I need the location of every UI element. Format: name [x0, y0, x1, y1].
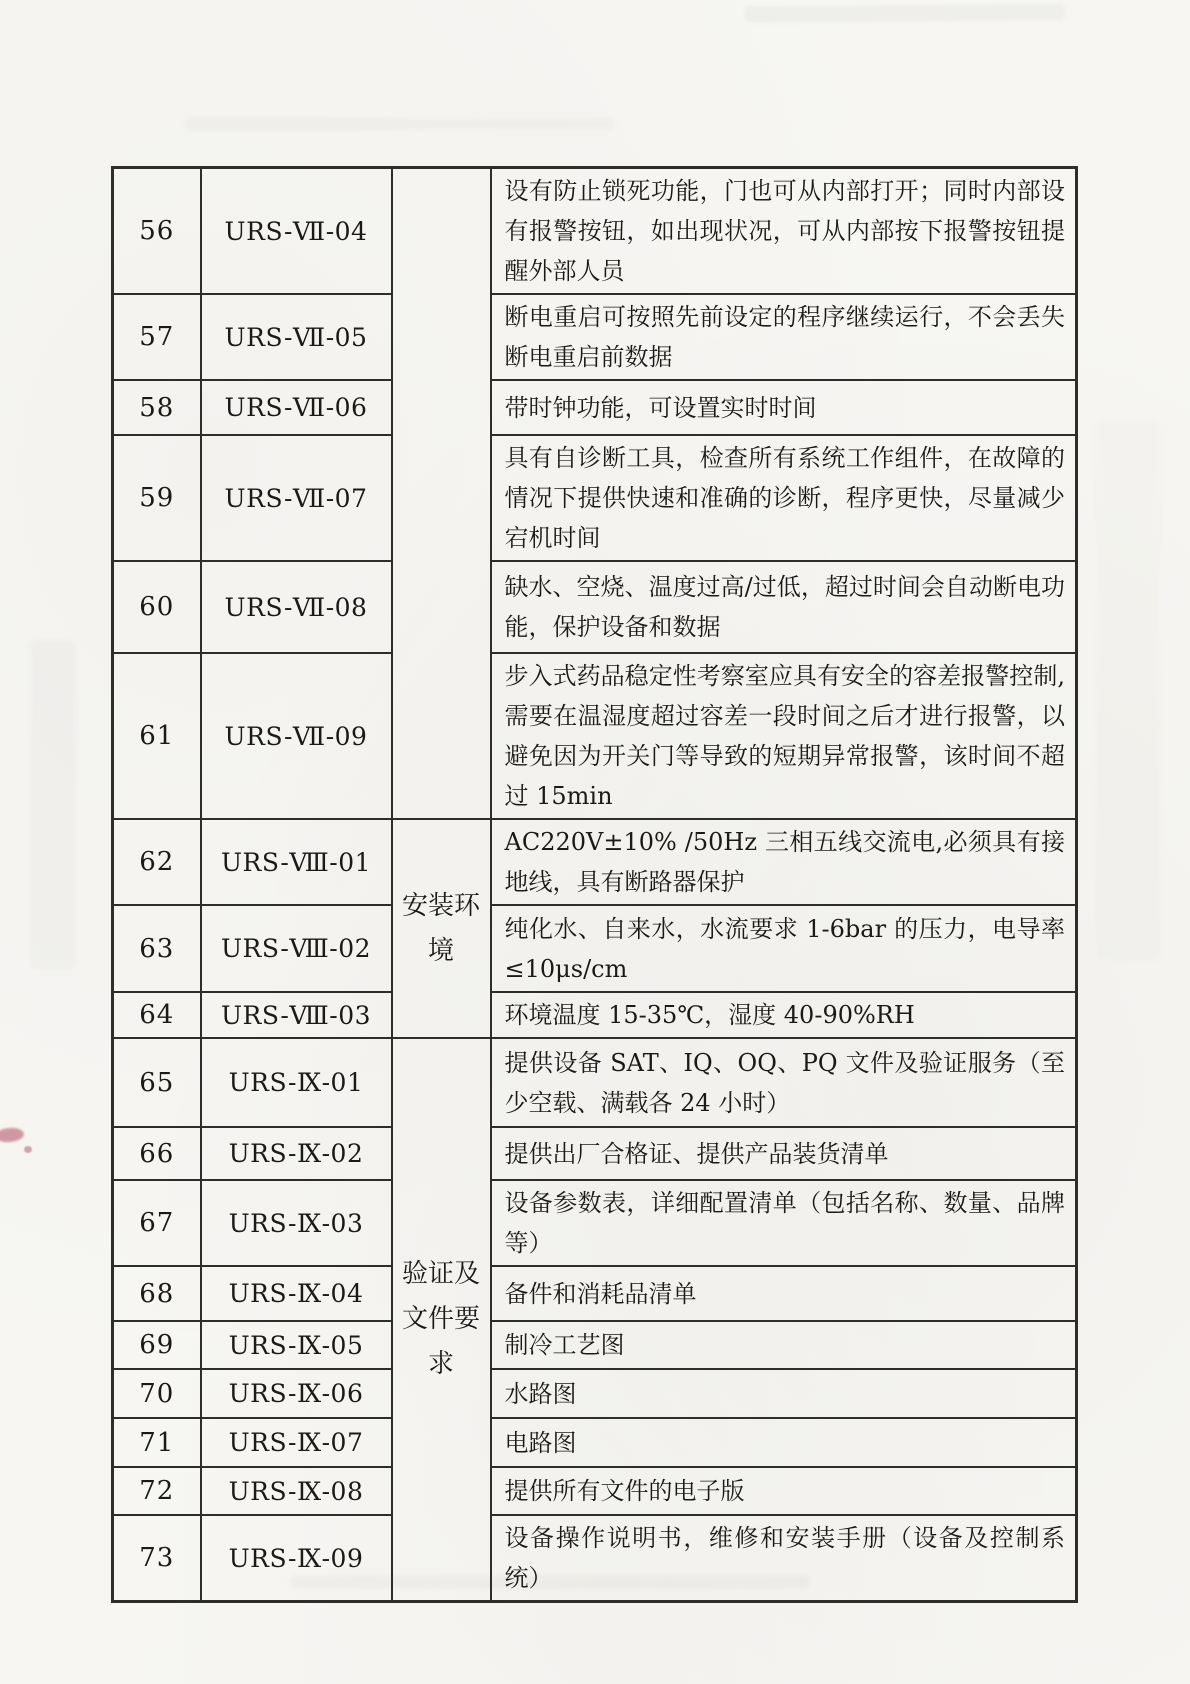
table-row — [113, 1180, 1077, 1266]
urs-code-cell: URS-Ⅶ-08 — [201, 561, 392, 653]
scan-smudge — [185, 118, 615, 130]
red-ink-mark — [0, 1127, 25, 1144]
urs-code-cell: URS-Ⅶ-06 — [201, 380, 392, 435]
table-row — [113, 1418, 1077, 1467]
urs-code-cell: URS-Ⅶ-07 — [201, 435, 392, 561]
table-row — [113, 819, 1077, 905]
category-cell — [392, 168, 491, 820]
table-row — [113, 992, 1077, 1038]
description-cell: 环境温度 15-35℃，湿度 40-90%RH — [491, 992, 1077, 1038]
row-number-cell: 57 — [113, 294, 201, 380]
urs-code-cell: URS-Ⅷ-03 — [201, 992, 392, 1038]
table-row — [113, 653, 1077, 819]
scan-smudge — [1096, 420, 1160, 960]
row-number-cell: 64 — [113, 992, 201, 1038]
scan-smudge — [745, 4, 1065, 22]
urs-code-cell: URS-Ⅸ-03 — [201, 1180, 392, 1266]
urs-requirements-table — [111, 166, 1078, 1603]
row-number-cell: 66 — [113, 1127, 201, 1180]
row-number-cell: 73 — [113, 1515, 201, 1602]
urs-code-cell: URS-Ⅸ-08 — [201, 1467, 392, 1515]
description-cell: 步入式药品稳定性考察室应具有安全的容差报警控制,需要在温湿度超过容差一段时间之后才进行报警，以避免因为开关门等导致的短期异常报警，该时间不超过 15min — [491, 653, 1077, 819]
scan-smudge — [30, 640, 76, 970]
row-number-cell: 60 — [113, 561, 201, 653]
description-cell: 备件和消耗品清单 — [491, 1266, 1077, 1321]
category-cell: 验证及文件要求 — [392, 1038, 491, 1602]
description-cell: 电路图 — [491, 1418, 1077, 1467]
description-cell: 具有自诊断工具，检查所有系统工作组件，在故障的情况下提供快速和准确的诊断，程序更快，尽量减少宕机时间 — [491, 435, 1077, 561]
row-number-cell: 58 — [113, 380, 201, 435]
description-cell: AC220V±10% /50Hz 三相五线交流电,必须具有接地线，具有断路器保护 — [491, 819, 1077, 905]
description-cell: 设备参数表，详细配置清单（包括名称、数量、品牌等） — [491, 1180, 1077, 1266]
urs-code-cell: URS-Ⅸ-06 — [201, 1369, 392, 1418]
urs-code-cell: URS-Ⅶ-09 — [201, 653, 392, 819]
table-row — [113, 294, 1077, 380]
row-number-cell: 62 — [113, 819, 201, 905]
description-cell: 设备操作说明书，维修和安装手册（设备及控制系统） — [491, 1515, 1077, 1602]
row-number-cell: 65 — [113, 1038, 201, 1127]
description-cell: 制冷工艺图 — [491, 1321, 1077, 1369]
table-row — [113, 1266, 1077, 1321]
description-cell: 缺水、空烧、温度过高/过低，超过时间会自动断电功能，保护设备和数据 — [491, 561, 1077, 653]
table-row — [113, 168, 1077, 295]
table-row — [113, 561, 1077, 653]
description-cell: 设有防止锁死功能，门也可从内部打开；同时内部设有报警按钮，如出现状况，可从内部按下报警按钮提醒外部人员 — [491, 168, 1077, 295]
row-number-cell: 68 — [113, 1266, 201, 1321]
table-row — [113, 1321, 1077, 1369]
urs-code-cell: URS-Ⅸ-07 — [201, 1418, 392, 1467]
table-row — [113, 1127, 1077, 1180]
category-cell: 安装环境 — [392, 819, 491, 1038]
table-row — [113, 1369, 1077, 1418]
description-cell: 提供出厂合格证、提供产品装货清单 — [491, 1127, 1077, 1180]
row-number-cell: 70 — [113, 1369, 201, 1418]
urs-code-cell: URS-Ⅸ-05 — [201, 1321, 392, 1369]
urs-code-cell: URS-Ⅶ-05 — [201, 294, 392, 380]
row-number-cell: 71 — [113, 1418, 201, 1467]
urs-code-cell: URS-Ⅸ-04 — [201, 1266, 392, 1321]
table-row — [113, 1467, 1077, 1515]
row-number-cell: 59 — [113, 435, 201, 561]
table-row — [113, 1038, 1077, 1127]
urs-code-cell: URS-Ⅶ-04 — [201, 168, 392, 295]
description-cell: 提供设备 SAT、IQ、OQ、PQ 文件及验证服务（至少空载、满载各 24 小时） — [491, 1038, 1077, 1127]
description-cell: 水路图 — [491, 1369, 1077, 1418]
row-number-cell: 56 — [113, 168, 201, 295]
urs-table-body — [113, 168, 1077, 1602]
row-number-cell: 72 — [113, 1467, 201, 1515]
red-ink-dot — [24, 1146, 32, 1153]
table-row — [113, 1515, 1077, 1602]
table-row — [113, 380, 1077, 435]
description-cell: 断电重启可按照先前设定的程序继续运行，不会丢失断电重启前数据 — [491, 294, 1077, 380]
row-number-cell: 67 — [113, 1180, 201, 1266]
urs-code-cell: URS-Ⅷ-02 — [201, 905, 392, 992]
table-row — [113, 435, 1077, 561]
description-cell: 纯化水、自来水，水流要求 1-6bar 的压力，电导率≤10μs/cm — [491, 905, 1077, 992]
description-cell: 提供所有文件的电子版 — [491, 1467, 1077, 1515]
urs-code-cell: URS-Ⅸ-01 — [201, 1038, 392, 1127]
table-row — [113, 905, 1077, 992]
row-number-cell: 61 — [113, 653, 201, 819]
row-number-cell: 63 — [113, 905, 201, 992]
urs-code-cell: URS-Ⅷ-01 — [201, 819, 392, 905]
row-number-cell: 69 — [113, 1321, 201, 1369]
description-cell: 带时钟功能，可设置实时时间 — [491, 380, 1077, 435]
urs-code-cell: URS-Ⅸ-09 — [201, 1515, 392, 1602]
urs-code-cell: URS-Ⅸ-02 — [201, 1127, 392, 1180]
